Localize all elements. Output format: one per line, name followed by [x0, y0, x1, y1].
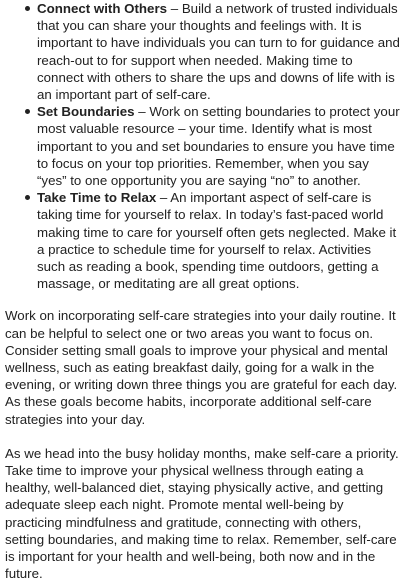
daily-routine-paragraph: Work on incorporating self-care strategies into your daily routine. It can be helpful to select one or two areas you want to focus on. Consider setting small goals to improve your physical and mental wellness, such as eating breakfast daily, going for a walk in the evening, or writing down three things you are grateful for each day. As these goals become habits, incorporate additional self-care strategies into your day.	[5, 308, 398, 427]
tip-title: Take Time to Relax	[37, 190, 157, 206]
list-item	[37, 0, 400, 103]
tip-title: Connect with Others	[37, 1, 168, 16]
tip-text: – An important aspect of self-care is taking time for yourself to relax. In today’s fast-paced world making time to care for yourself often gets neglected. Make it a practice to schedule time for yourself to relax. Activities such as reading a book, spending time outdoors, getting a massage, or meditating are all great options.	[37, 190, 397, 292]
list-item	[37, 103, 400, 189]
bullet-icon	[25, 109, 30, 114]
tip-text: – Build a network of trusted individuals that you can share your thoughts and feelings with. It is important to have individuals you can turn to for guidance and reach-out to for support when needed. Making time to connect with others to share the ups and downs of life with is an important part of self-care.	[37, 1, 400, 103]
bullet-icon	[25, 6, 30, 11]
tip-title: Set Boundaries	[37, 104, 135, 120]
bullet-icon	[25, 195, 30, 200]
tip-text: – Work on setting boundaries to protect your most valuable resource – your time. Identify what is most important to you and set boundaries to ensure you have time to focus on your top priorities. Remember, when you say “yes” to one opportunity you are saying “no” to another.	[37, 104, 400, 189]
self-care-tips-list	[5, 0, 400, 292]
list-item	[37, 189, 400, 292]
holiday-paragraph: As we head into the busy holiday months, make self-care a priority. Take time to improve your physical wellness through eating a healthy, well-balanced diet, staying physically active, and getting adequate sleep each night. Promote mental well-being by practicing mindfulness and gratitude, connecting with others, setting boundaries, and making time to relax. Remember, self-care is important for your health and well-being, both now and in the future.	[5, 445, 399, 582]
